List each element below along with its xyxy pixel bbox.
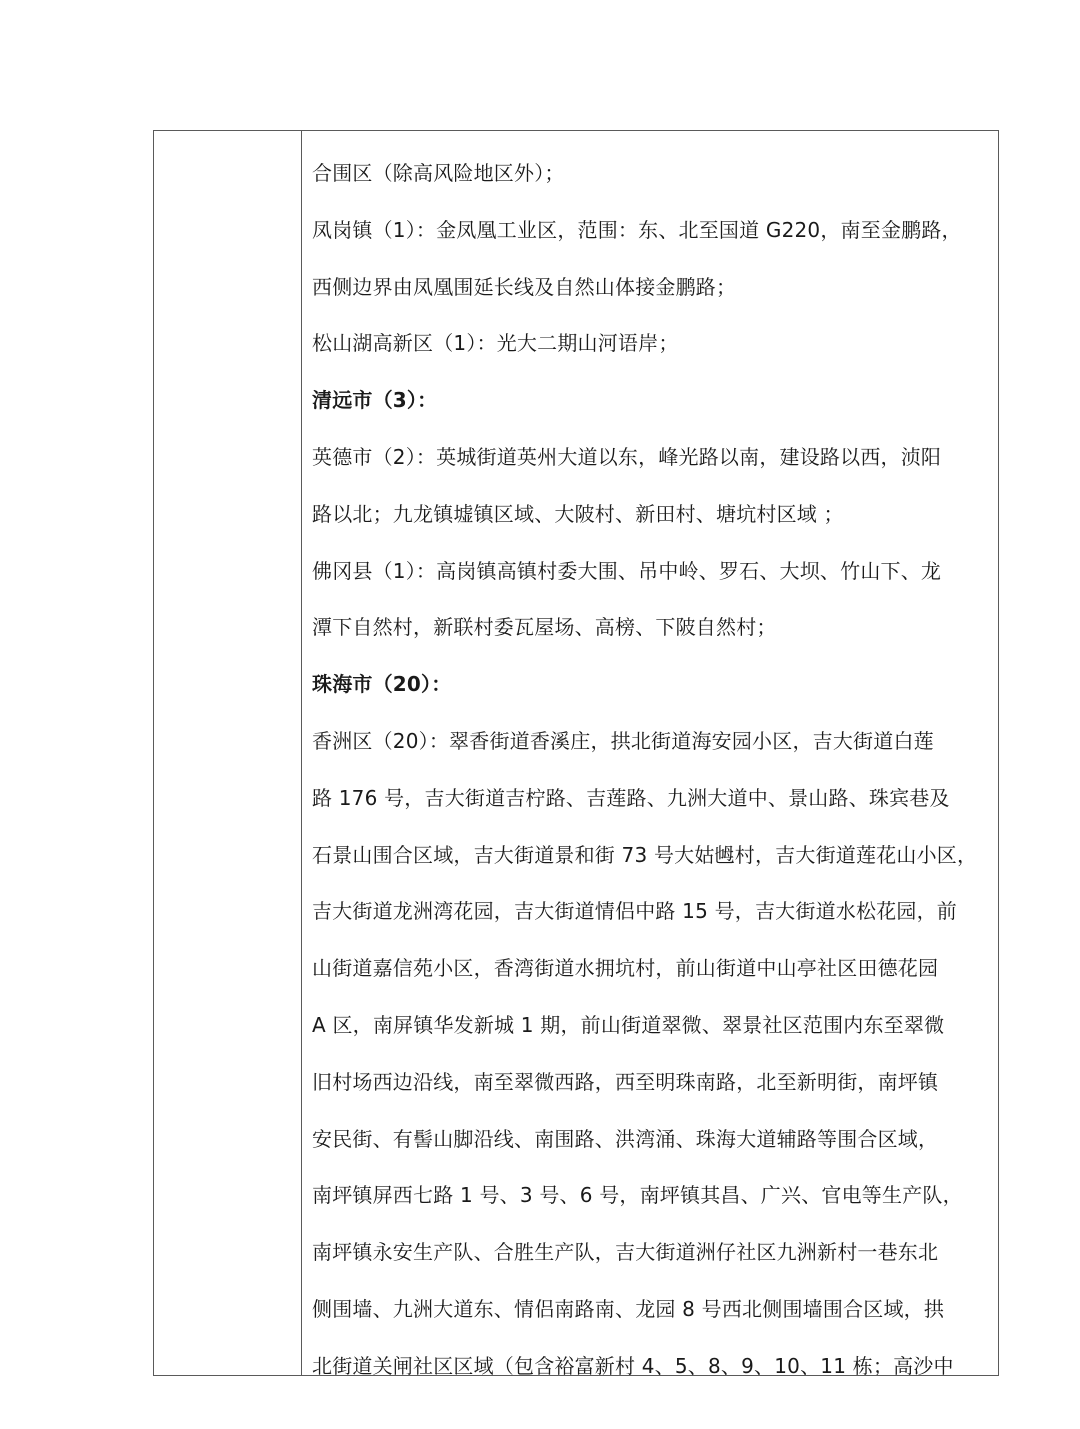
table-left-column <box>154 131 302 1375</box>
text-line: 吉大街道龙洲湾花园，吉大街道情侣中路 15 号，吉大街道水松花园，前 <box>312 899 957 924</box>
text-line: 路以北；九龙镇墟镇区域、大陂村、新田村、塘坑村区域 ； <box>312 501 844 526</box>
text-line: 南坪镇屏西七路 1 号、3 号、6 号，南坪镇其昌、广兴、官电等生产队， <box>312 1183 963 1208</box>
section-heading: 珠海市（20）： <box>312 672 452 697</box>
table-right-column <box>302 131 998 1375</box>
text-line: 石景山围合区域，吉大街道景和街 73 号大姑乸村，吉大街道莲花山小区， <box>312 842 978 867</box>
text-line: 凤岗镇（1）：金凤凰工业区，范围：东、北至国道 G220，南至金鹏路， <box>312 217 962 242</box>
text-line: A 区，南屏镇华发新城 1 期，前山街道翠微、翠景社区范围内东至翠微 <box>312 1012 945 1037</box>
text-line: 安民街、有髻山脚沿线、南围路、洪湾涌、珠海大道辅路等围合区域， <box>312 1126 939 1151</box>
text-line: 潭下自然村，新联村委瓦屋场、高榜、下陂自然村； <box>312 615 777 640</box>
document-table <box>153 130 999 1376</box>
text-line: 南坪镇永安生产队、合胜生产队，吉大街道洲仔社区九洲新村一巷东北 <box>312 1240 939 1265</box>
text-line: 北街道关闸社区区域（包含裕富新村 4、5、8、9、10、11 栋；高沙中 <box>312 1353 954 1375</box>
text-line: 旧村场西边沿线，南至翠微西路，西至明珠南路，北至新明街，南坪镇 <box>312 1069 939 1094</box>
text-line: 香洲区（20）：翠香街道香溪庄，拱北街道海安园小区，吉大街道白莲 <box>312 728 934 753</box>
text-line: 侧围墙、九洲大道东、情侣南路南、龙园 8 号西北侧围墙围合区域，拱 <box>312 1296 945 1321</box>
text-line: 山街道嘉信苑小区，香湾街道水拥坑村，前山街道中山亭社区田德花园 <box>312 956 939 981</box>
text-line: 合围区（除高风险地区外）； <box>312 161 565 185</box>
text-line: 英德市（2）：英城街道英州大道以东，峰光路以南，建设路以西，浈阳 <box>312 444 942 469</box>
section-heading: 清远市（3）： <box>312 388 438 413</box>
text-line: 西侧边界由凤凰围延长线及自然山体接金鹏路； <box>312 274 737 299</box>
text-line: 松山湖高新区（1）：光大二期山河语岸； <box>312 331 679 356</box>
text-line: 路 176 号，吉大街道吉柠路、吉莲路、九洲大道中、景山路、珠宾巷及 <box>312 785 950 810</box>
text-line: 佛冈县（1）：高岗镇高镇村委大围、吊中岭、罗石、大坝、竹山下、龙 <box>312 558 942 583</box>
